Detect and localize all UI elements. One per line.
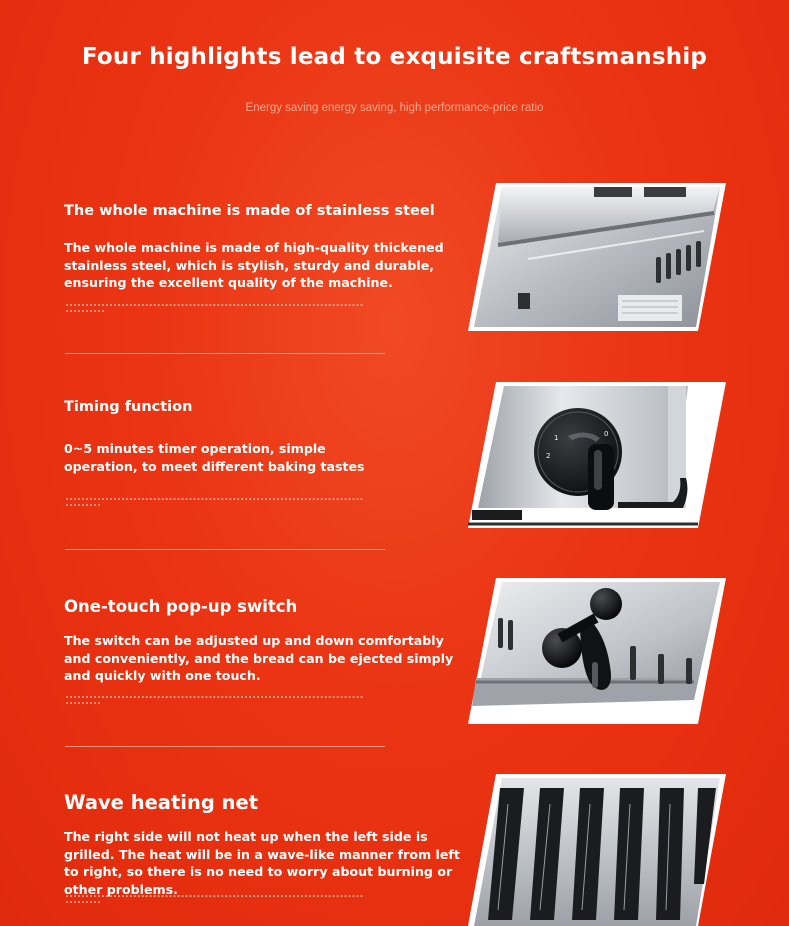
- fine-print: ▪ ▪ ▪ ▪ ▪ ▪ ▪ ▪ ▪ ▪ ▪ ▪ ▪ ▪ ▪ ▪ ▪ ▪ ▪ ▪ ▪ ▪ ▪ ▪ ▪ ▪ ▪ ▪ ▪ ▪ ▪ ▪ ▪ ▪ ▪ ▪ ▪ ▪ ▪ ▪ ▪ ▪ ▪ ▪ ▪ ▪ ▪ ▪ ▪ ▪ ▪ ▪ ▪ ▪ ▪ ▪ ▪ ▪ ▪ ▪ ▪ ▪ ▪ ▪ ▪ ▪ ▪ ▪ ▪ ▪ ▪ ▪ ▪ ▪ ▪ ▪ ▪ ▪ ▪ ▪ ▪ ▪ ▪ ▪ ▪: [66, 303, 364, 313]
- feature-heading: Wave heating net: [64, 791, 259, 814]
- toaster-body-photo: [468, 183, 726, 331]
- page-subtitle: Energy saving energy saving, high performance-price ratio: [245, 102, 544, 114]
- feature-description: The whole machine is made of high-quality thickened stainless steel, which is stylish, sturdy and durable, ensuring the excellent quality of the machine.: [64, 240, 444, 290]
- timer-knob-photo: [468, 382, 726, 528]
- feature-description: The switch can be adjusted up and down comfortably and conveniently, and the bread can be ejected simply and quickly with one touch.: [64, 633, 454, 683]
- page-title: Four highlights lead to exquisite craftsmanship: [81, 44, 708, 70]
- fine-print: ▪ ▪ ▪ ▪ ▪ ▪ ▪ ▪ ▪ ▪ ▪ ▪ ▪ ▪ ▪ ▪ ▪ ▪ ▪ ▪ ▪ ▪ ▪ ▪ ▪ ▪ ▪ ▪ ▪ ▪ ▪ ▪ ▪ ▪ ▪ ▪ ▪ ▪ ▪ ▪ ▪ ▪ ▪ ▪ ▪ ▪ ▪ ▪ ▪ ▪ ▪ ▪ ▪ ▪ ▪ ▪ ▪ ▪ ▪ ▪ ▪ ▪ ▪ ▪ ▪ ▪ ▪ ▪ ▪ ▪ ▪ ▪ ▪ ▪ ▪ ▪ ▪ ▪ ▪ ▪ ▪ ▪ ▪ ▪: [66, 695, 364, 705]
- feature-description: 0~5 minutes timer operation, simple operation, to meet different baking tastes: [64, 441, 365, 474]
- svg-text:0: 0: [604, 430, 609, 438]
- feature-heading: Timing function: [64, 399, 193, 415]
- feature-description: The right side will not heat up when the left side is grilled. The heat will be in a wave-like manner from left to right, so there is no need to worry about burning or other problems.: [64, 829, 460, 897]
- fine-print: ▪ ▪ ▪ ▪ ▪ ▪ ▪ ▪ ▪ ▪ ▪ ▪ ▪ ▪ ▪ ▪ ▪ ▪ ▪ ▪ ▪ ▪ ▪ ▪ ▪ ▪ ▪ ▪ ▪ ▪ ▪ ▪ ▪ ▪ ▪ ▪ ▪ ▪ ▪ ▪ ▪ ▪ ▪ ▪ ▪ ▪ ▪ ▪ ▪ ▪ ▪ ▪ ▪ ▪ ▪ ▪ ▪ ▪ ▪ ▪ ▪ ▪ ▪ ▪ ▪ ▪ ▪ ▪ ▪ ▪ ▪ ▪ ▪ ▪ ▪ ▪ ▪ ▪ ▪ ▪ ▪ ▪ ▪ ▪: [66, 894, 364, 904]
- popup-lever-photo: [468, 578, 726, 724]
- section-divider: [65, 549, 385, 550]
- heating-slots-photo: [468, 774, 726, 926]
- svg-text:2: 2: [546, 452, 551, 460]
- fine-print: ▪ ▪ ▪ ▪ ▪ ▪ ▪ ▪ ▪ ▪ ▪ ▪ ▪ ▪ ▪ ▪ ▪ ▪ ▪ ▪ ▪ ▪ ▪ ▪ ▪ ▪ ▪ ▪ ▪ ▪ ▪ ▪ ▪ ▪ ▪ ▪ ▪ ▪ ▪ ▪ ▪ ▪ ▪ ▪ ▪ ▪ ▪ ▪ ▪ ▪ ▪ ▪ ▪ ▪ ▪ ▪ ▪ ▪ ▪ ▪ ▪ ▪ ▪ ▪ ▪ ▪ ▪ ▪ ▪ ▪ ▪ ▪ ▪ ▪ ▪ ▪ ▪ ▪ ▪ ▪ ▪ ▪ ▪ ▪: [66, 497, 364, 507]
- feature-heading: One-touch pop-up switch: [64, 597, 298, 616]
- feature-heading: The whole machine is made of stainless steel: [64, 203, 435, 219]
- section-divider: [65, 746, 385, 747]
- section-divider: [65, 353, 385, 354]
- svg-text:1: 1: [554, 434, 559, 442]
